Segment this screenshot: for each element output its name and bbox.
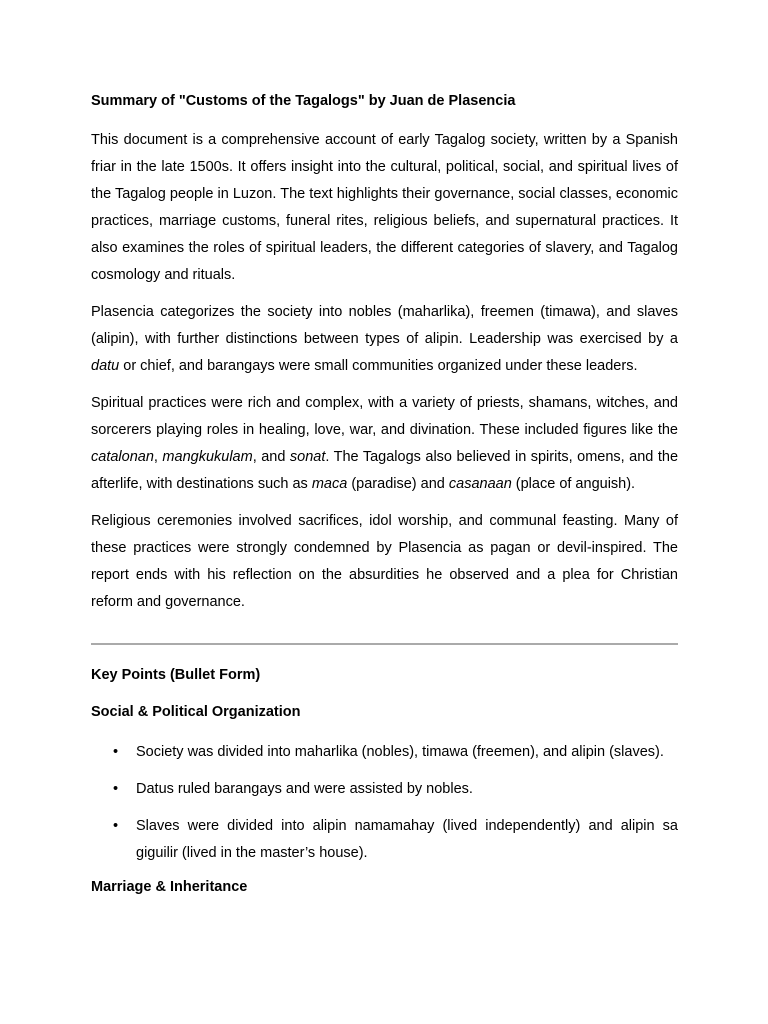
text: Spiritual practices were rich and complex, with a variety of priests, shamans, witches, and sorcerers playing roles in healing, love, war, and divination. These included figures like the — [91, 395, 678, 438]
document-title: Summary of "Customs of the Tagalogs" by Juan de Plasencia — [91, 93, 516, 109]
term-casanaan: casanaan — [448, 476, 512, 492]
term-mangkukulam: mangkukulam — [162, 449, 253, 465]
horizontal-divider — [91, 643, 678, 645]
key-points-heading: Key Points (Bullet Form) — [91, 667, 261, 683]
list-item-text: Society was divided into maharlika (nobles), timawa (freemen), and alipin (slaves). — [136, 744, 664, 760]
bullet-icon: • — [113, 744, 119, 760]
text: Plasencia categorizes the society into nobles (maharlika), freemen (timawa), and slaves (alipin), with further distinctions between types of alipin. Leadership was exercised by a — [91, 304, 678, 347]
text: , and — [252, 449, 290, 465]
term-maca: maca — [311, 476, 348, 492]
bullet-list-social — [91, 739, 678, 867]
text: (place of anguish). — [511, 476, 636, 492]
list-item-text: Slaves were divided into alipin namamahay (lived independently) and alipin sa giguilir (lived in the master’s house). — [136, 818, 678, 861]
text: . The Tagalogs also believed in spirits, omens, and the afterlife, with destinations such as — [91, 449, 679, 492]
text: (paradise) and — [347, 476, 449, 492]
section-heading-marriage: Marriage & Inheritance — [91, 879, 248, 895]
paragraph-society — [91, 299, 678, 380]
bullet-icon: • — [113, 818, 119, 834]
bullet-icon: • — [113, 781, 119, 797]
paragraph-overview: This document is a comprehensive account of early Tagalog society, written by a Spanish friar in the late 1500s. It offers insight into the cultural, political, social, and spiritual lives of the Tagalog people in Luzon. The text highlights their governance, social classes, economic practices, marriage customs, funeral rites, religious beliefs, and supernatural practices. It also examines the roles of spiritual leaders, the different categories of slavery, and Tagalog cosmology and rituals. — [91, 132, 678, 283]
term-datu: datu — [91, 358, 120, 374]
section-heading-social: Social & Political Organization — [91, 704, 301, 720]
list-item — [91, 813, 678, 867]
text: or chief, and barangays were small communities organized under these leaders. — [119, 358, 638, 374]
text: , — [153, 449, 163, 465]
document-page — [91, 91, 678, 914]
list-item — [91, 739, 678, 766]
list-item — [91, 776, 678, 803]
term-catalonan: catalonan — [91, 449, 154, 465]
term-sonat: sonat — [289, 449, 326, 465]
paragraph-spiritual — [91, 390, 678, 498]
paragraph-ceremonies: Religious ceremonies involved sacrifices, idol worship, and communal feasting. Many of these practices were strongly condemned by Plasencia as pagan or devil-inspired. The report ends with his reflection on the absurdities he observed and a plea for Christian reform and governance. — [91, 513, 678, 610]
list-item-text: Datus ruled barangays and were assisted by nobles. — [136, 781, 473, 797]
